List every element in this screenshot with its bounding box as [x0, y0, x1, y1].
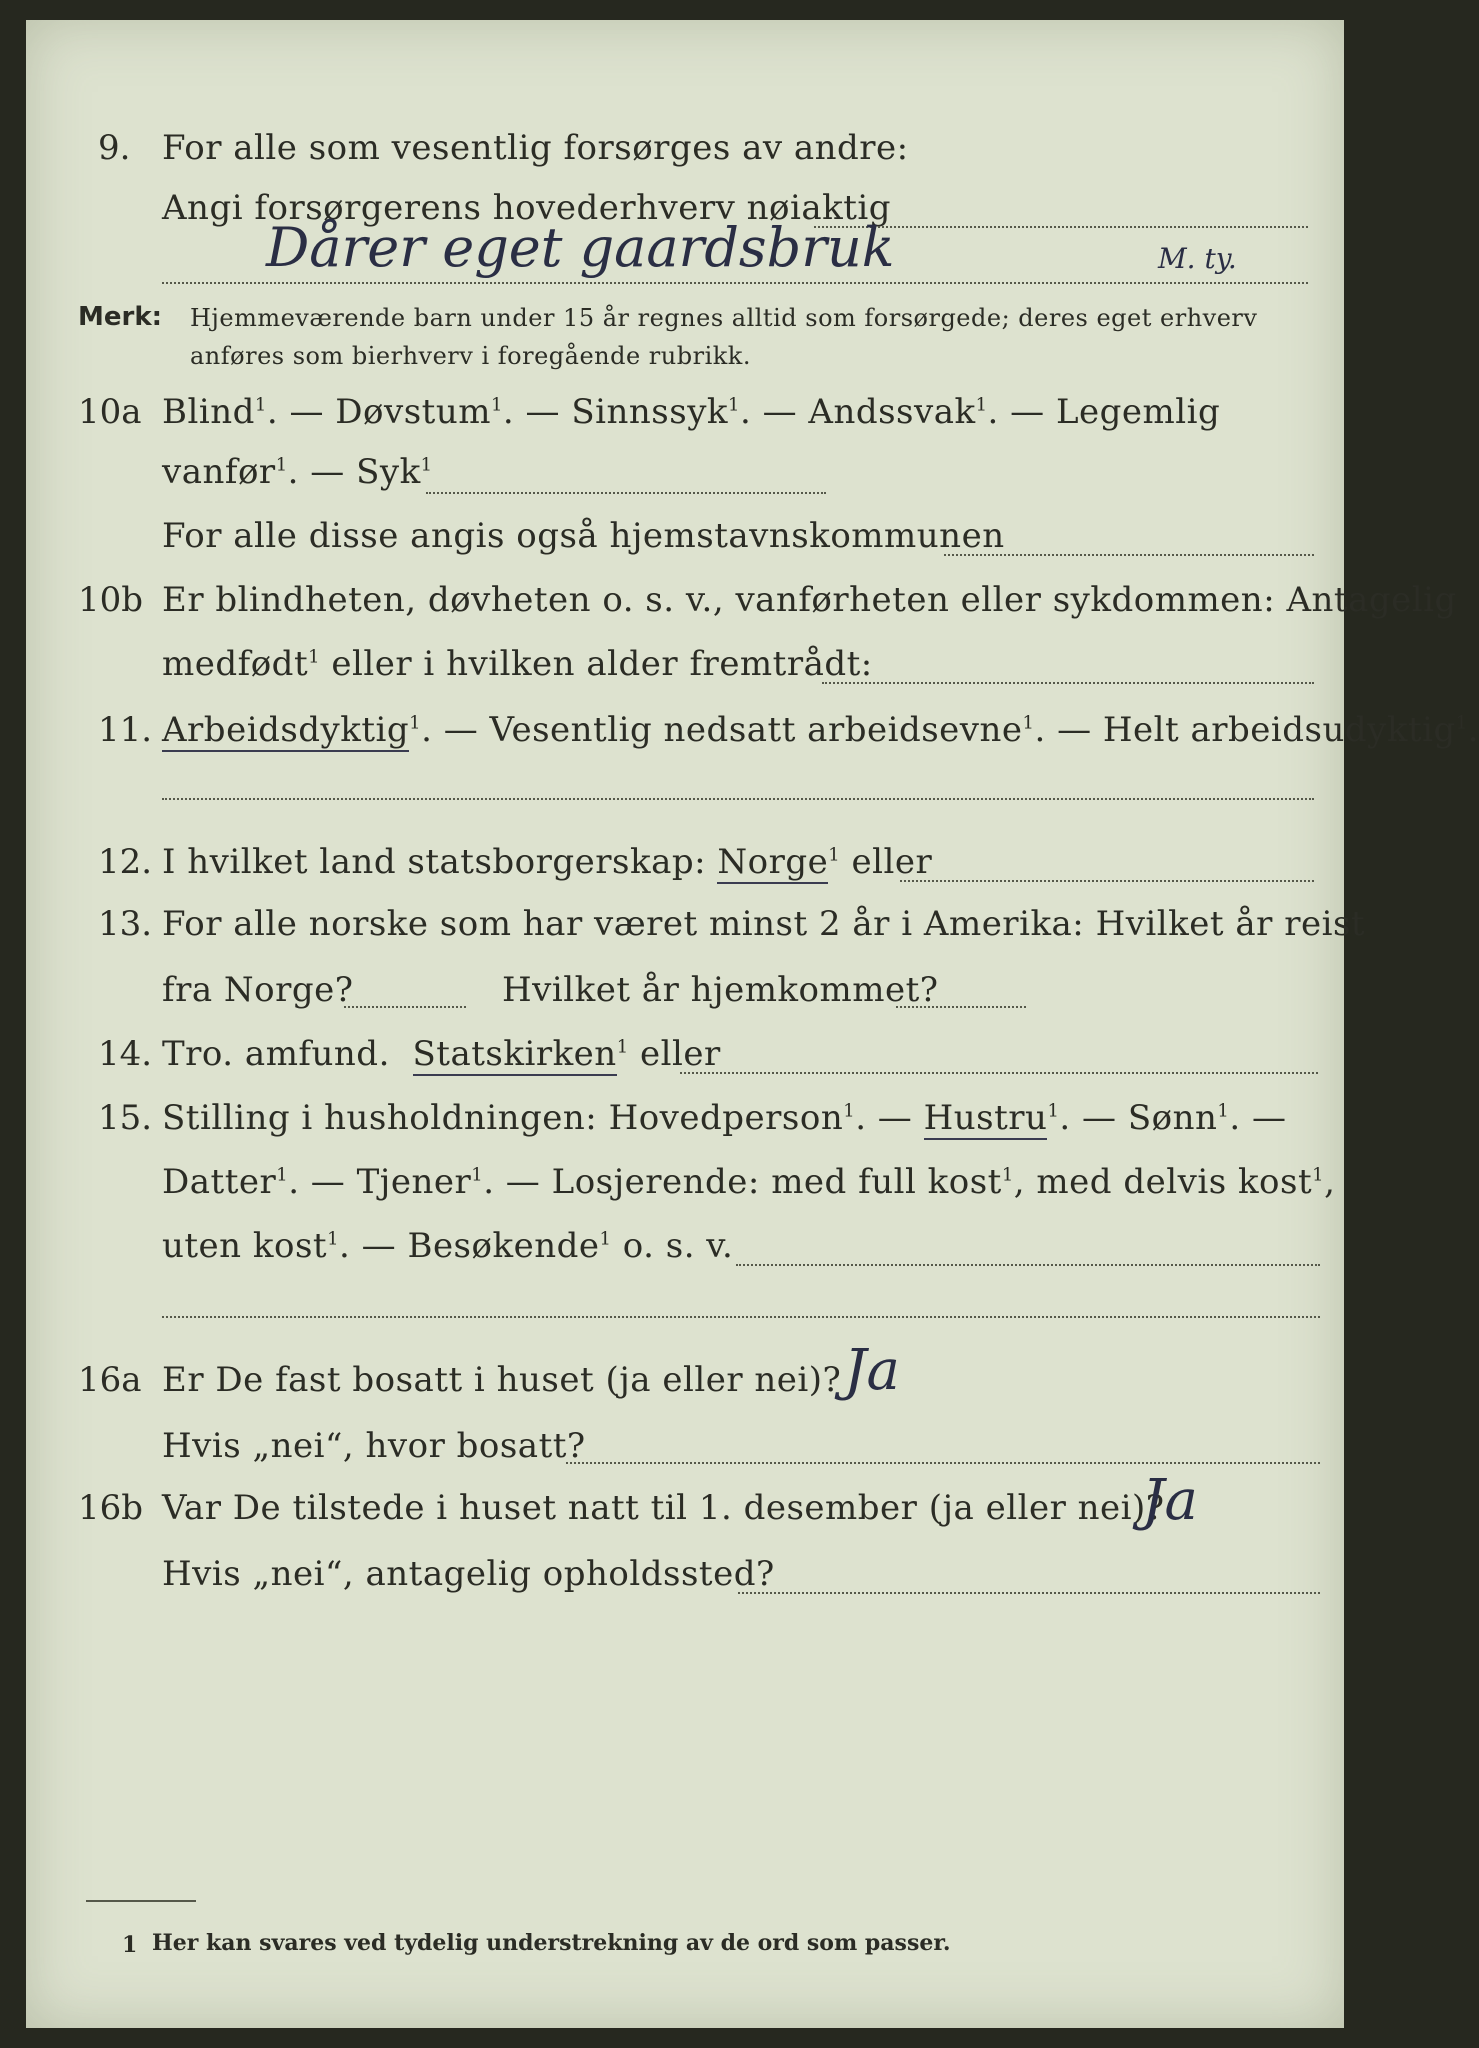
q10a-line1: Blind$^1$. — Døvstum$^1$. — Sinnssyk$^1$. — Andssvak$^1$. — Legemlig — [162, 392, 1221, 432]
q11-number: 11. — [98, 710, 153, 750]
q11-fill-line — [162, 798, 1314, 800]
q15-fill-line-1 — [736, 1264, 1320, 1266]
q9-line2: Angi forsørgerens hovederhverv nøiaktig — [162, 188, 892, 228]
q16b-fill-line — [738, 1592, 1320, 1594]
q16a-number: 16a — [78, 1360, 142, 1400]
q14-fill-line — [680, 1072, 1318, 1074]
q12-line: I hvilket land statsborgerskap: Norge$^1$ eller — [162, 842, 933, 882]
merk-line2: anføres som bierhverv i foregående rubrikk. — [190, 342, 751, 370]
census-form-page — [26, 20, 1479, 2028]
q13-hjemkommet-fill-line — [896, 1006, 1026, 1008]
q16a-fill-line — [566, 1462, 1320, 1464]
q10b-line2: medfødt$^1$ eller i hvilken alder fremtrådt: — [162, 644, 873, 684]
q12-fill-line — [900, 880, 1314, 882]
merk-line1: Hjemmeværende barn under 15 år regnes alltid som forsørgede; deres eget erhverv — [190, 304, 1258, 332]
q10a-hjemstavn-fill-line — [944, 554, 1314, 556]
q13-line2a: fra Norge? — [162, 970, 354, 1010]
q14-statskirken-underlined: Statskirken — [412, 1034, 617, 1074]
q15-number: 15. — [98, 1098, 153, 1138]
q9-number: 9. — [98, 128, 131, 168]
footnote-mark: 1 — [122, 1932, 138, 1958]
q10a-number: 10a — [78, 392, 142, 432]
q10a-line2: vanfør$^1$. — Syk$^1$ — [162, 452, 433, 492]
q11-line: Arbeidsdyktig$^1$. — Vesentlig nedsatt arbeidsevne$^1$. — Helt arbeidsudyktig$^1$. — [162, 710, 1479, 750]
q10b-line1: Er blindheten, døvheten o. s. v., vanførheten eller sykdommen: Antagelig — [162, 580, 1457, 620]
q16b-handwritten-answer: Ja — [1142, 1468, 1198, 1533]
q10a-syk-fill-line — [426, 492, 826, 494]
q10b-fill-line — [822, 682, 1314, 684]
q13-number: 13. — [98, 904, 153, 944]
q9-line1: For alle som vesentlig forsørges av andre: — [162, 128, 909, 168]
q15-line2: Datter$^1$. — Tjener$^1$. — Losjerende: med full kost$^1$, med delvis kost$^1$, — [162, 1162, 1336, 1202]
q9-handwritten-answer: Dårer eget gaardsbruk — [266, 216, 895, 279]
q10a-line3: For alle disse angis også hjemstavnskommunen — [162, 516, 1005, 556]
q12-norge-underlined: Norge — [717, 842, 829, 882]
q15-line3: uten kost$^1$. — Besøkende$^1$ o. s. v. — [162, 1226, 734, 1266]
q12-number: 12. — [98, 842, 153, 882]
q15-fill-line-2 — [162, 1316, 1320, 1318]
q9-handwritten-note: M. ty. — [1158, 242, 1237, 275]
q16a-line2: Hvis „nei“, hvor bosatt? — [162, 1426, 586, 1466]
footnote-text: Her kan svares ved tydelig understrekning av de ord som passer. — [152, 1930, 951, 1956]
q9-fill-line-2 — [162, 282, 1308, 284]
q11-arbeidsdyktig-underlined: Arbeidsdyktig — [162, 710, 410, 750]
q16a-handwritten-answer: Ja — [844, 1338, 900, 1403]
q16b-line2: Hvis „nei“, antagelig opholdssted? — [162, 1554, 775, 1594]
q16b-line1: Var De tilstede i huset natt til 1. desember (ja eller nei)? — [162, 1488, 1165, 1528]
q13-reist-fill-line — [344, 1006, 466, 1008]
q14-line: Tro. amfund. Statskirken$^1$ eller — [162, 1034, 721, 1074]
q13-line1: For alle norske som har været minst 2 år i Amerika: Hvilket år reist — [162, 904, 1366, 944]
merk-label: Merk: — [78, 302, 163, 332]
q10b-number: 10b — [78, 580, 144, 620]
q13-line2b: Hvilket år hjemkommet? — [502, 970, 939, 1010]
q14-number: 14. — [98, 1034, 153, 1074]
q15-line1: Stilling i husholdningen: Hovedperson$^1$. — Hustru$^1$. — Sønn$^1$. — — [162, 1098, 1287, 1138]
q15-hustru-underlined: Hustru — [923, 1098, 1048, 1138]
footnote-rule — [86, 1900, 196, 1902]
q16a-line1: Er De fast bosatt i huset (ja eller nei)? — [162, 1360, 842, 1400]
q16b-number: 16b — [78, 1488, 144, 1528]
